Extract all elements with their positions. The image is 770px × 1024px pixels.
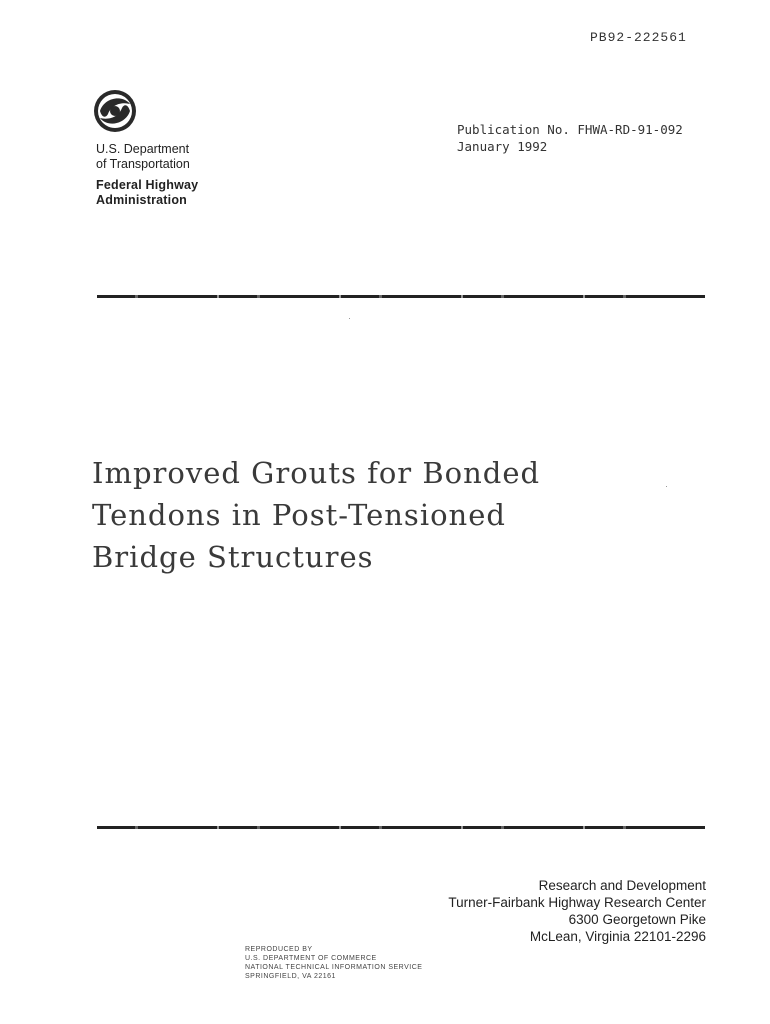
title-line-3: Bridge Structures	[92, 540, 374, 574]
ntis-line-1: REPRODUCED BY	[245, 946, 313, 953]
rc-line-2: Turner-Fairbank Highway Research Center	[448, 895, 706, 910]
ntis-line-3: NATIONAL TECHNICAL INFORMATION SERVICE	[245, 964, 423, 971]
rc-line-4: McLean, Virginia 22101-2296	[529, 929, 706, 944]
title-line-2: Tendons in Post-Tensioned	[92, 498, 506, 532]
top-divider	[97, 295, 705, 298]
rc-line-3: 6300 Georgetown Pike	[568, 912, 706, 927]
title-line-1: Improved Grouts for Bonded	[92, 456, 541, 490]
scan-speck	[349, 318, 350, 319]
publication-date: January 1992	[457, 139, 548, 154]
bottom-divider	[97, 826, 705, 829]
agency-line-2: of Transportation	[96, 157, 190, 171]
document-title	[92, 452, 540, 578]
ntis-line-4: SPRINGFIELD, VA 22161	[245, 973, 336, 980]
scan-speck	[666, 486, 667, 487]
ntis-line-2: U.S. DEPARTMENT OF COMMERCE	[245, 955, 377, 962]
fhwa-line-1: Federal Highway	[96, 178, 199, 192]
publication-info	[457, 121, 683, 155]
publication-number: Publication No. FHWA-RD-91-092	[457, 122, 683, 137]
rc-line-1: Research and Development	[538, 878, 706, 893]
agency-block	[96, 142, 198, 208]
fhwa-line-2: Administration	[96, 193, 187, 207]
dot-eagle-seal-icon	[92, 88, 138, 134]
ntis-stamp	[245, 945, 422, 981]
report-number: PB92-222561	[590, 30, 687, 45]
agency-line-1: U.S. Department	[96, 142, 190, 156]
research-center-address	[448, 877, 706, 945]
